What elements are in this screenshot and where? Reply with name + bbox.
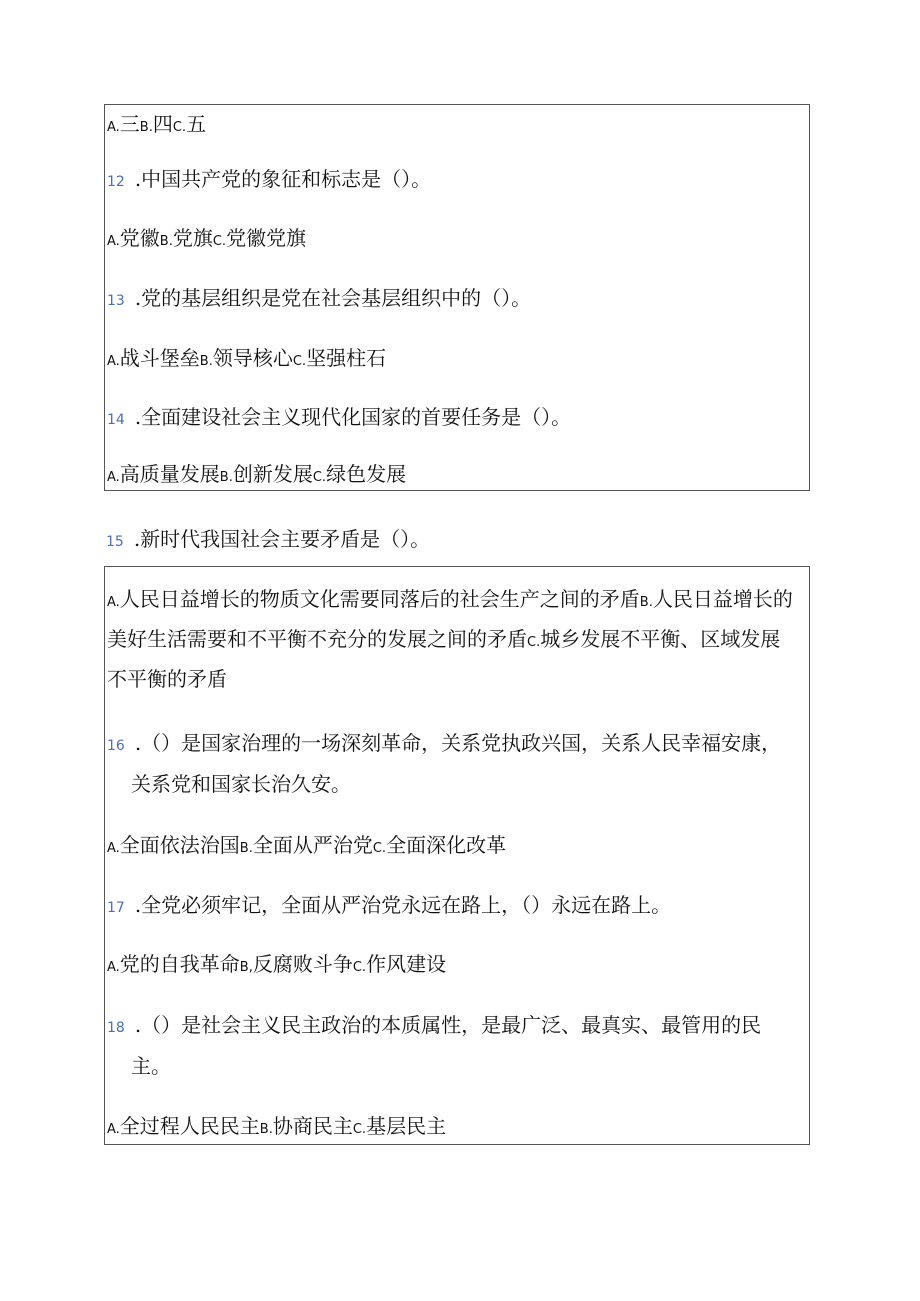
question-18: 18 .（）是社会主义民主政治的本质属性，是最广泛、最真实、最管用的民 xyxy=(107,1013,762,1037)
options-q11: A.三B.四C.五 xyxy=(107,112,207,136)
question-16-continued: 关系党和国家长治久安。 xyxy=(131,772,351,796)
options-q13: A.战斗堡垒B.领导核心C.坚强柱石 xyxy=(107,346,387,370)
options-q16: A.全面依法治国B.全面从严治党C.全面深化改革 xyxy=(107,833,507,857)
question-box-1 xyxy=(104,104,810,491)
options-q12: A.党徽B.党旗C.党徽党旗 xyxy=(107,226,307,250)
question-13: 13 .党的基层组织是党在社会基层组织中的（）。 xyxy=(107,286,532,310)
options-q14: A.高质量发展B.创新发展C.绿色发展 xyxy=(107,462,407,486)
question-15: 15 .新时代我国社会主要矛盾是（）。 xyxy=(106,527,431,551)
question-14: 14 .全面建设社会主义现代化国家的首要任务是（）。 xyxy=(107,405,572,429)
options-q15: A.人民日益增长的物质文化需要同落后的社会生产之间的矛盾B.人民日益增长的美好生活需要和不平衡不充分的发展之间的矛盾C.城乡发展不平衡、区域发展不平衡的矛盾 xyxy=(107,587,793,691)
question-16: 16 .（）是国家治理的一场深刻革命，关系党执政兴国，关系人民幸福安康， xyxy=(107,731,782,755)
question-12: 12 .中国共产党的象征和标志是（）。 xyxy=(107,167,432,191)
question-box-2 xyxy=(104,566,810,1145)
question-18-continued: 主。 xyxy=(131,1054,171,1078)
options-q18: A.全过程人民民主B.协商民主C.基层民主 xyxy=(107,1114,447,1138)
question-17: 17 .全党必须牢记，全面从严治党永远在路上，（）永远在路上。 xyxy=(107,893,672,917)
options-q17: A.党的自我革命B,反腐败斗争C.作风建设 xyxy=(107,952,447,976)
